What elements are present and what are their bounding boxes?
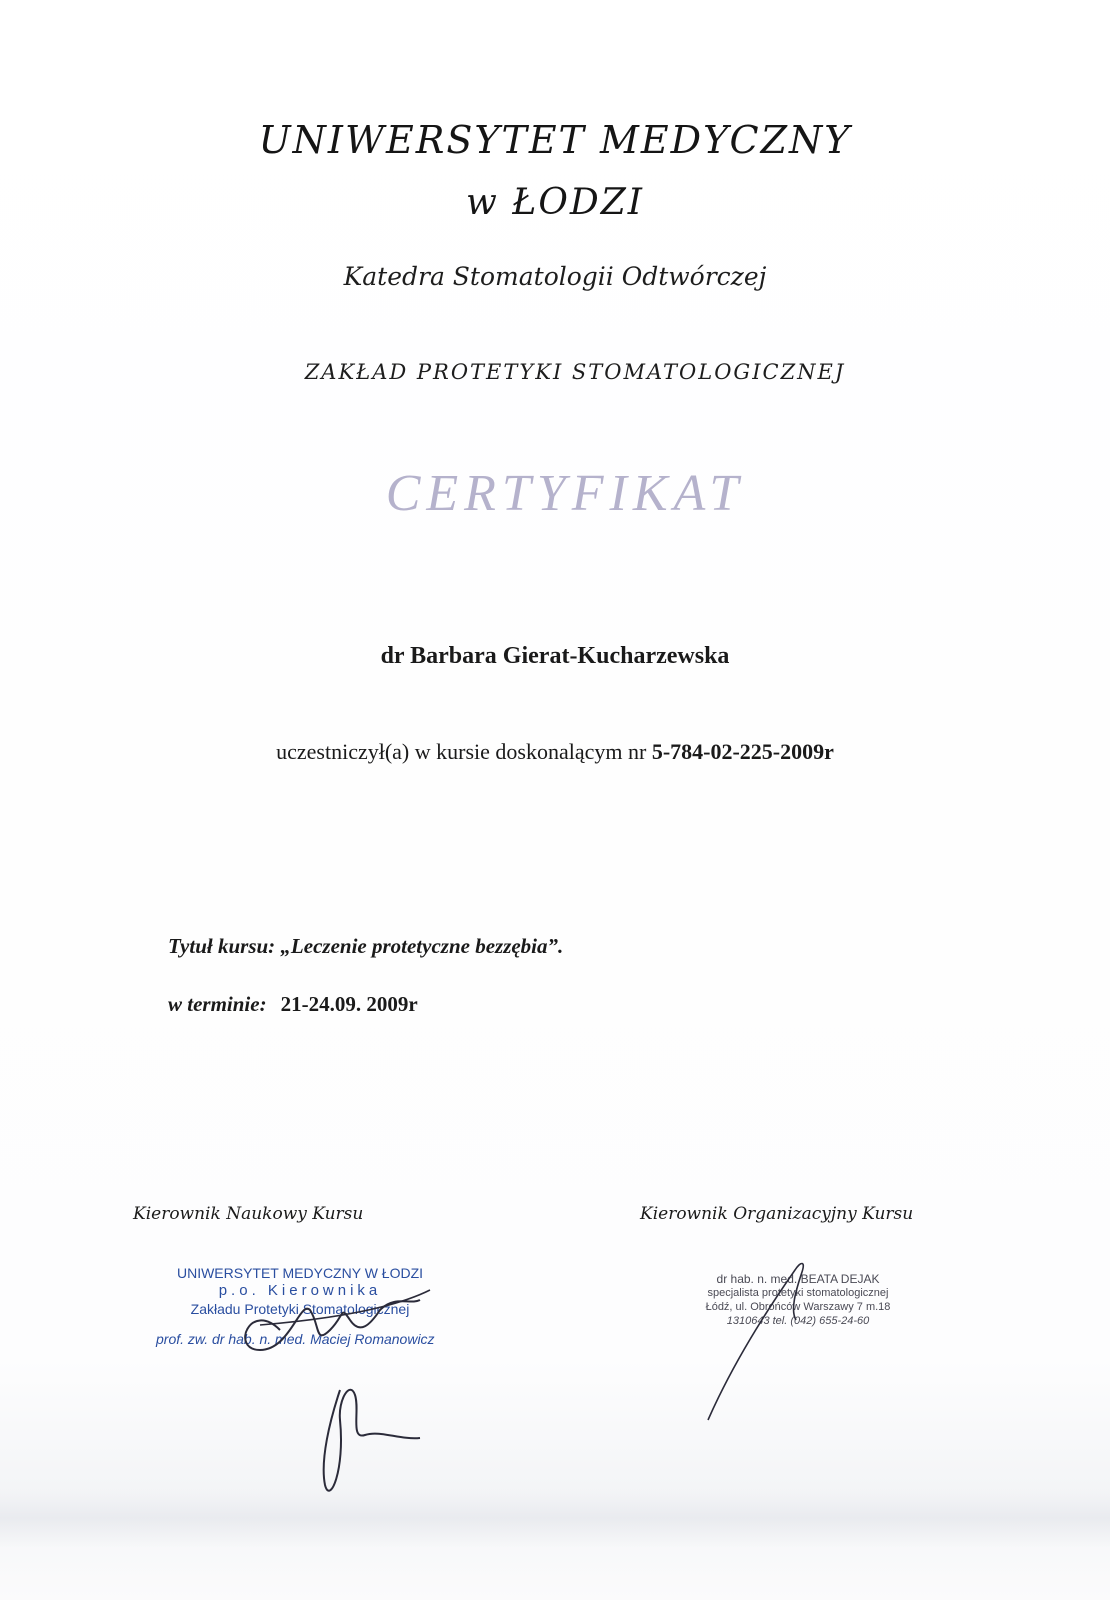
university-name: UNIWERSYTET MEDYCZNY [258,118,852,162]
certificate-title: CERTYFIKAT [385,465,745,522]
department-name: Katedra Stomatologii Odtwórczej [343,262,767,291]
right-stamp-line4: 1310643 tel. (042) 655-24-60 [726,1315,870,1327]
course-title-label: Tytuł kursu: [168,934,281,958]
participation-text: uczestniczył(a) w kursie doskonalącym nr [276,739,652,764]
left-stamp-line3: Zakładu Protetyki Stomatologicznej [190,1301,410,1317]
recipient-name: dr Barbara Gierat-Kucharzewska [380,643,730,669]
right-stamp-line3: Łódź, ul. Obrońców Warszawy 7 m.18 [705,1301,891,1313]
left-stamp-line2: p.o. Kierownika [218,1282,382,1299]
participation-line [0,739,1110,765]
right-stamp-line2: specjalista protetyki stomatologicznej [707,1287,889,1299]
unit-name: ZAKŁAD PROTETYKI STOMATOLOGICZNEJ [304,360,846,384]
university-city: w ŁODZI [466,182,644,223]
right-stamp-line1: dr hab. n. med. BEATA DEJAK [716,1272,880,1286]
term-value: 21-24.09. 2009r [280,992,418,1016]
left-signature [220,1270,520,1510]
course-title-line [168,934,563,959]
term-line [168,992,418,1017]
term-label: w terminie: [168,992,267,1016]
left-stamp-line4: prof. zw. dr hab. n. med. Maciej Romanowicz [156,1331,435,1347]
organizational-director-heading: Kierownik Organizacyjny Kursu [640,1204,914,1224]
scan-shadow-band [0,1488,1110,1548]
scientific-director-heading: Kierownik Naukowy Kursu [133,1204,364,1224]
right-signature [700,1250,840,1430]
course-number: 5-784-02-225-2009r [651,739,834,764]
left-stamp-line1: UNIWERSYTET MEDYCZNY W ŁODZI [176,1265,424,1281]
course-title: „Leczenie protetyczne bezzębia”. [280,934,564,958]
